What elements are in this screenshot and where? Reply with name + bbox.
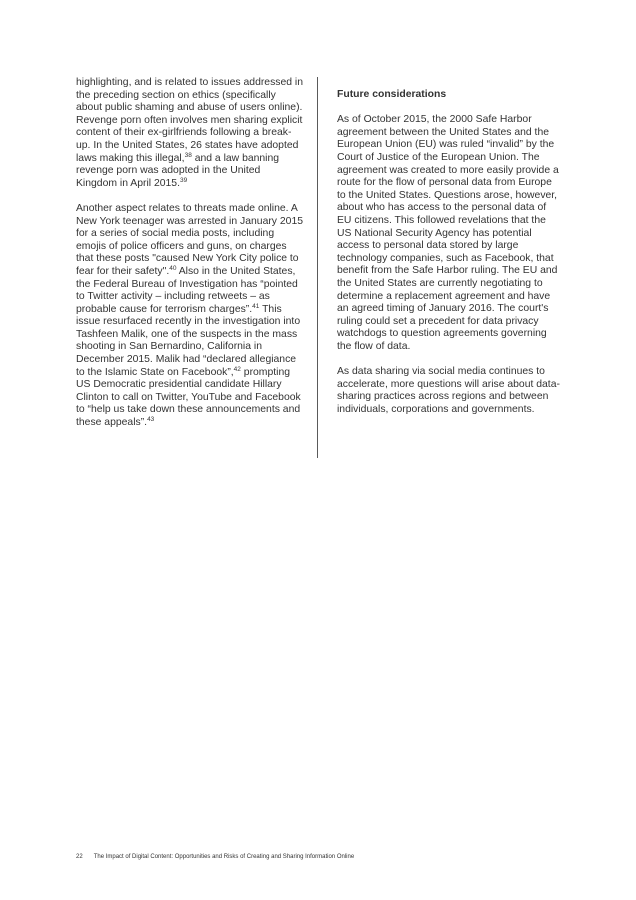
paragraph-data-sharing: As data sharing via social media continues to accelerate, more questions will arise about data-sharing practices across regions and between individuals, corporations and governments.: [337, 366, 560, 415]
footer-title: The Impact of Digital Content: Opportunities and Risks of Creating and Sharing Information Online: [93, 854, 355, 860]
section-heading: Future considerations: [337, 89, 447, 100]
column-divider: [317, 77, 318, 458]
paragraph-text: and a law banning revenge porn was adopted in the United Kingdom in April 2015.: [76, 152, 280, 189]
footnote-ref: 39: [179, 176, 188, 184]
footnote-ref: 43: [147, 416, 155, 424]
paragraph-revenge-porn: [76, 77, 304, 190]
page-footer: [76, 854, 354, 860]
paragraph-text: Another aspect relates to threats made online. A New York teenager was arrested in January 2015 for a series of social media posts, including emojis of police officers and guns, on charges that these posts "caused New York City police to fear for their safety".: [76, 202, 303, 277]
left-column: [76, 77, 304, 442]
footnote-ref: 40: [169, 264, 177, 272]
paragraph-text: This issue resurfaced recently in the investigation into Tashfeen Malik, one of the suspects in the mass shooting in San Bernardino, California in December 2015. Malik had “declared allegiance to the Islamic State on Facebook”,: [76, 303, 301, 378]
footnote-ref: 38: [184, 151, 192, 159]
paragraph-online-threats: [76, 203, 304, 430]
paragraph-safe-harbor: As of October 2015, the 2000 Safe Harbor agreement between the United States and the European Union (EU) was ruled “invalid” by the Court of Justice of the European Union. The agreement was created to more easily provide a route for the flow of personal data from Europe to the United States. Questions arose, however, about who has access to the personal data of EU citizens. This followed revelations that the US National Security Agency has potential access to personal data stored by large technology companies, such as Facebook, that benefit from the Safe Harbor ruling. The EU and the United States are currently negotiating to determine a replacement agreement and have an agreed timing of January 2016. The court's ruling could set a precedent for data privacy watchdogs to question agreements governing the flow of data.: [337, 114, 559, 352]
right-column: [337, 89, 562, 429]
paragraph-text: prompting US Democratic presidential candidate Hillary Clinton to call on Twitter, YouTube and Facebook to “help us take down these announcements and these appeals”.: [76, 366, 301, 429]
paragraph-text: Also in the United States, the Federal Bureau of Investigation has “pointed to Twitter activity – including retweets – as probable cause for terrorism charges”.: [76, 265, 298, 315]
footnote-ref: 42: [233, 365, 241, 373]
page-number: 22: [76, 854, 83, 860]
footnote-ref: 41: [252, 302, 260, 310]
paragraph-text: highlighting, and is related to issues addressed in the preceding section on ethics (specifically about public shaming and abuse of users online). Revenge porn often involves men sharing explicit content of their ex-girlfriends following a break-up. In the United States, 26 states have adopted laws making this illegal,: [76, 77, 304, 164]
